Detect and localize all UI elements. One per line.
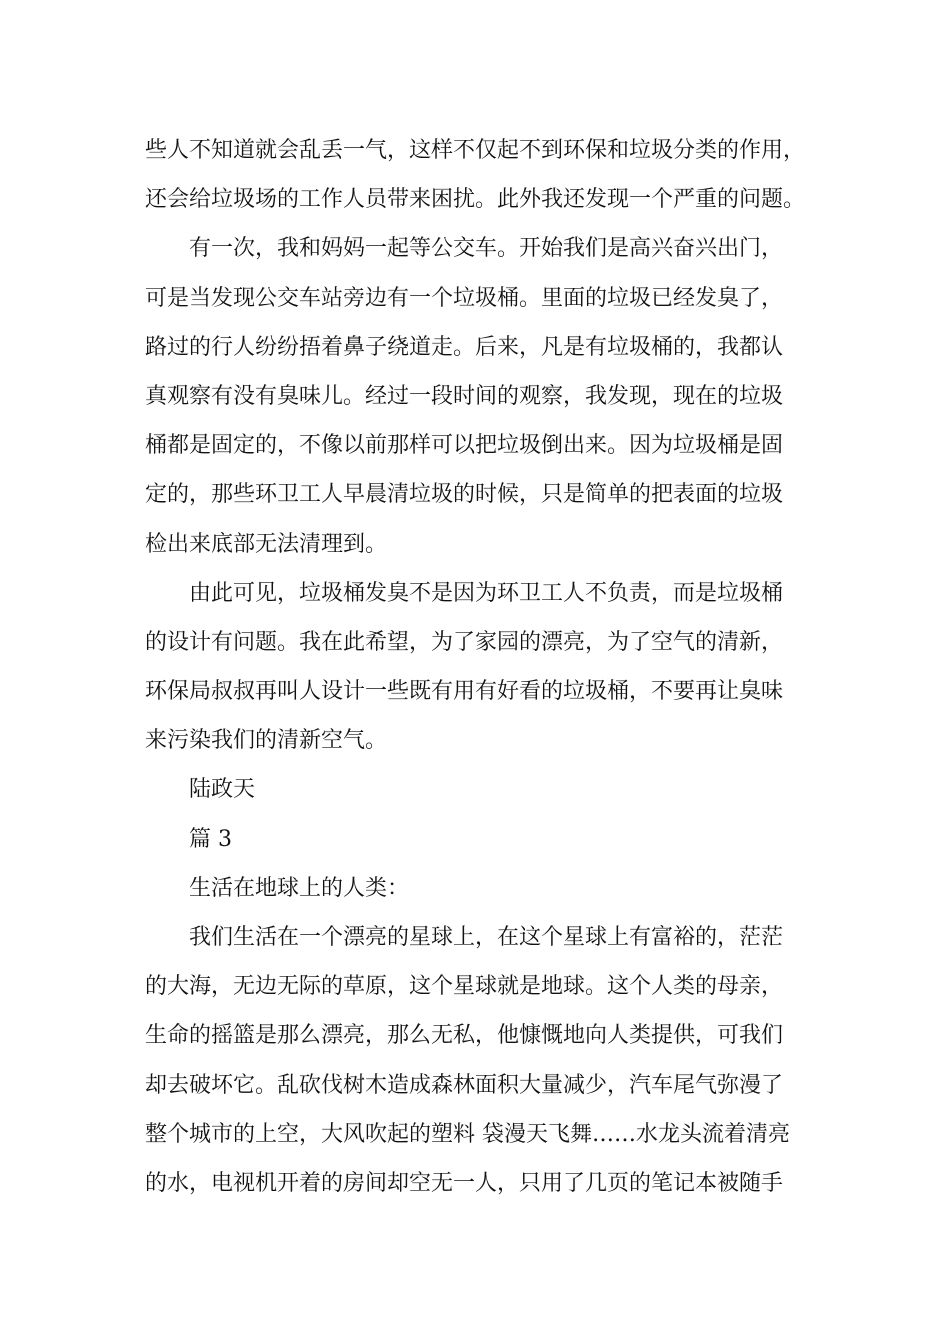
text-line: 环保局叔叔再叫人设计一些既有用有好看的垃圾桶，不要再让臭味 [145, 679, 784, 705]
section-subtitle: 生活在地球上的人类： [189, 875, 410, 901]
paragraph-start-line: 有一次，我和妈妈一起等公交车。开始我们是高兴奋兴出门， [189, 236, 784, 262]
paragraph-start-line: 由此可见，垃圾桶发臭不是因为环卫工人不负责，而是垃圾桶 [189, 580, 784, 606]
text-line: 还会给垃圾场的工作人员带来困扰。此外我还发现一个严重的问题。 [145, 187, 806, 213]
section-heading: 篇 3 [189, 826, 232, 852]
text-line: 真观察有没有臭味儿。经过一段时间的观察，我发现，现在的垃圾 [145, 383, 784, 409]
text-line: 些人不知道就会乱丢一气，这样不仅起不到环保和垃圾分类的作用， [145, 138, 806, 163]
text-line: 生命的摇篮是那么漂亮，那么无私，他慷慨地向人类提供，可我们 [145, 1023, 784, 1049]
text-line: 却去破坏它。乱砍伐树木造成森林面积大量减少，汽车尾气弥漫了 [145, 1072, 784, 1098]
text-line: 路过的行人纷纷捂着鼻子绕道走。后来，凡是有垃圾桶的，我都认 [145, 334, 784, 360]
text-line: 的水，电视机开着的房间却空无一人，只用了几页的笔记本被随手 [145, 1170, 784, 1196]
text-line: 的设计有问题。我在此希望，为了家园的漂亮，为了空气的清新， [145, 629, 784, 655]
text-line: 定的，那些环卫工人早晨清垃圾的时候，只是简单的把表面的垃圾 [145, 482, 784, 508]
paragraph-start-line: 我们生活在一个漂亮的星球上，在这个星球上有富裕的，茫茫 [189, 925, 784, 950]
text-line: 来污染我们的清新空气。 [145, 728, 388, 754]
author-name: 陆政天 [189, 777, 256, 803]
text-line: 整个城市的上空，大风吹起的塑料 袋漫天飞舞……水龙头流着清亮 [145, 1121, 790, 1147]
text-line: 可是当发现公交车站旁边有一个垃圾桶。里面的垃圾已经发臭了， [145, 285, 784, 311]
text-line: 桶都是固定的，不像以前那样可以把垃圾倒出来。因为垃圾桶是固 [145, 433, 784, 459]
text-line: 的大海，无边无际的草原，这个星球就是地球。这个人类的母亲， [145, 974, 784, 1000]
text-line: 检出来底部无法清理到。 [145, 531, 388, 557]
document-body [145, 126, 815, 1208]
